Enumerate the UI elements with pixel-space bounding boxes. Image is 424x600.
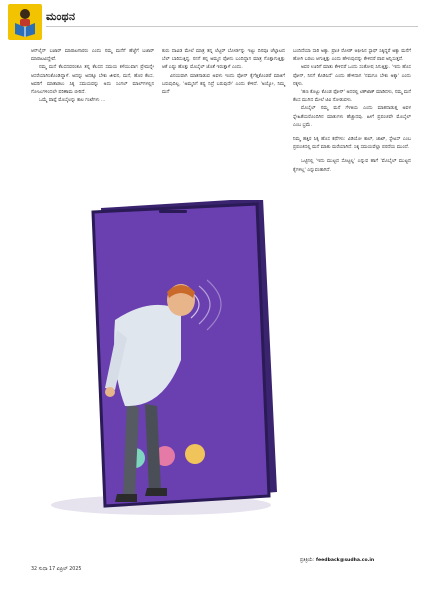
col2-paragraph: ವಿನಯವಾಗಿ ಮಾತನಾಡುವ ಅವಳು ಇಂದು ಫೋನ್ ಕೈಗೆತ್ತಿಕೊಂಡರೆ ಮಾತಿಗೆ ಬರುವುದಿಲ್ಲ. 'ಅಮ್ಮನಿಗೆ ಕಷ್ಟ ನಿದ್ರೆ ಬರುವುದೇ' ಎಂದು ಕೇಳಿದೆ. 'ಅಯ್ಯೋ, ನಿಮ್ಮ ಮನೆ': [162, 73, 285, 96]
shoe: [115, 494, 137, 502]
contact-label: ಪ್ರತಿಕ್ರಿಯೆ:: [300, 558, 315, 563]
col1-paragraph: ನಮ್ಮ ಮನೆ ಕೆಲಸದವರಂತೂ ತನ್ನ ಕೆಲಸದ ಸಮಯ ಕಳೆಯುವಾಗ ಪ್ರೇಮನ್ನೇ ಆಸರೆಯಾಗಿಸಿಕೊಂಡಿದ್ದಾಳೆ. ಅದನ್ನು ಅದಕ್ಕೂ ಬೇಕು ಜೀವನ, ಮನೆ, ಹೊರ ಕೆಲಸ. ಅವರಿಗೆ ಮಾತಾಡಲು ಸಿಕ್ಕ ಸಮಯವನ್ನು ಅದು ಸಿಂಗಲ್ ಮಾಲ್‌ಗಳಲ್ಲಿನ ಗೋಜುಗಳಿಂದಲೇ ಪರಿಣಾಮ ಬೀರಿದೆ.: [31, 65, 154, 96]
phone-notch: [159, 210, 187, 213]
column-2: [162, 48, 285, 200]
column-3: [293, 48, 411, 496]
col3-paragraph: ಅವರ ಊರಿಗೆ ಮಾತು ಕೇಳಿದರೆ ಒಂದು ಸಂತೋಷ ಸಿಗುತ್ತಿತ್ತು. 'ಇದು ಹೊಸ ಫೋನ್, ನಿನಗೆ ಕೊಡಿಸಿದೆ' ಎಂದು ಹೇಳಿದಾಗ 'ನಮಗೂ ಬೇಕು ಅಕ್ಕಾ' ಎಂದು ನಕ್ಕಳು.: [293, 65, 411, 87]
col3-paragraph: ಮೊಬೈಲ್ ನಮ್ಮ ಮನೆ ಗೆಳತಿಯ ಎಂದು ಮಾತನಾಡುತ್ತ ಅವಳ ಸ್ನೇಹಿತೆಯರೊಂದಿಗಿನ ಮಾತುಗಳು ಹೆಚ್ಚಾದವು. ಹೀಗೆ ಪ್ರಪಂಚವೇ ಮೊಬೈಲ್ ಎಂಬ ಭ್ರಮೆ.: [293, 106, 411, 128]
shoe: [145, 488, 167, 496]
book-reader-svg: [11, 7, 39, 37]
header-rule: [46, 26, 418, 27]
col3-paragraph: ಬಂದಿದೆಯಾ ಸಾರಿ ಅಕ್ಕಾ. ಪ್ರಾಚ ರೋಡ್ ಆಫೀಸಿನ ಸ್ಟಾಫ್ ಸಿಕ್ಕಿದ್ದರೆ ಅಕ್ಕಾ ಮನೆಗೆ ಹೋಗಿ ಬರಲು ಆಗುತ್ತಿತ್ತು ಎಂದು ಹೇಳುವುದನ್ನು ಕೇಳಿದರೆ ಪಾಪ ಅನ್ನಿಸುತ್ತದೆ.: [293, 49, 411, 63]
page-info: 32 ಸುಧಾ 17 ಏಪ್ರಿಲ್ 2025: [31, 567, 82, 572]
page-header: [8, 4, 418, 42]
page-footer: [31, 566, 411, 578]
col2-paragraph: ಕುರು ದಾವಿಡ ಮೇಲೆ ಮಾತ್ರ ತನ್ನ ಲೆಟ್ಟರ್ ಬೋರ್ಡನ್ನು ಇಟ್ಟು ದಿನವೂ ಚೆಲ್ಲಾಟದ ಬೆಲ್ ಬಾರಿಸುತ್ತಿದ್ದ. ನನಗೆ ತನ್ನ ಅಮ್ಮನ ಫೋನು ಬಂದಿದ್ದಾಗ ಮಾತ್ರ ಗೊತ್ತಾಗುತ್ತಿತ್ತು ಆಕೆ ಎಷ್ಟು ಹೊತ್ತು ಮೊಬೈಲ್ ಜೊತೆ ಇರುತ್ತಾಳೆ ಎಂದು.: [162, 49, 285, 71]
phone-man-leaning-illustration: [31, 200, 289, 518]
section-title: ಮಂಥನ: [46, 10, 76, 23]
contact-email[interactable]: feedback@sudha.co.in: [316, 558, 375, 563]
col3-paragraph: 'ಹಣ ಕೊಟ್ಟು ಕೊಂಡ ಫೋನ್' ಅದರಲ್ಲಿ ಟಿಕ್‌ಟಾಕ್ ಮಾಡಿದಳು, ನಮ್ಮ ಮನೆ ಕೆಲಸ ಮುಗಿದ ಮೇಲೆ ಟಿವಿ ನೋಡುವಳು.: [293, 90, 411, 104]
col1-paragraph: ಒಮ್ಮೆ ಪಾಪ್ಪೆ ಮೊಬೈಲನ್ನು ಕಾಲ ಗಂಟೆಗಳು ...: [39, 98, 106, 104]
col3-paragraph: ಒಟ್ಟಿನಲ್ಲಿ 'ಇದು ಮುಟ್ಟದ ಸೊಟ್ಟಲ್ಲ' ಎನ್ನುವ ಹಾಗೆ 'ಮೊಬೈಲ್ ಮುಟ್ಟದ ಕೈಗಳಿಲ್ಲ' ಎನ್ನುವಂತಾಗಿದೆ.: [293, 159, 411, 173]
col3-paragraph: ನಿಮ್ಮ ಹತ್ತಿರ ಸಿಕ್ಕ ಹೊಸ ಕಥೆಗಳು: ವಿಡಿಯೋ ಕಾಲ್, ಚಾಟ್, ಸ್ಟೇಟಸ್ ಎಂಬ ಪ್ರಪಂಚದಲ್ಲಿ ಮನೆ ಮಾತು ಮರೆಯಾಗಿದೆ. ಸಿಕ್ಕ ಸಮಯವೆಲ್ಲಾ ಪರದೆಯ ಮುಂದೆ.: [293, 137, 411, 151]
illustration-svg: [31, 200, 289, 518]
bubble-icon: [185, 444, 205, 464]
column-1: [31, 48, 154, 200]
man-hand: [105, 387, 115, 397]
contact-line: [300, 557, 374, 563]
col1-paragraph: ಆನ್‌ಲೈನ್ ಬಜಾರ್ ಮಾರಾಟಗಾರರು ಎಂದು ನಮ್ಮ ಮನೆಗೆ ಹೆಜ್ಜೆಗೆ ಬಜಾರ್ ಮಾರಾಟವಿದ್ದೇವೆ.: [31, 49, 154, 63]
book-reader-icon: [8, 4, 42, 40]
